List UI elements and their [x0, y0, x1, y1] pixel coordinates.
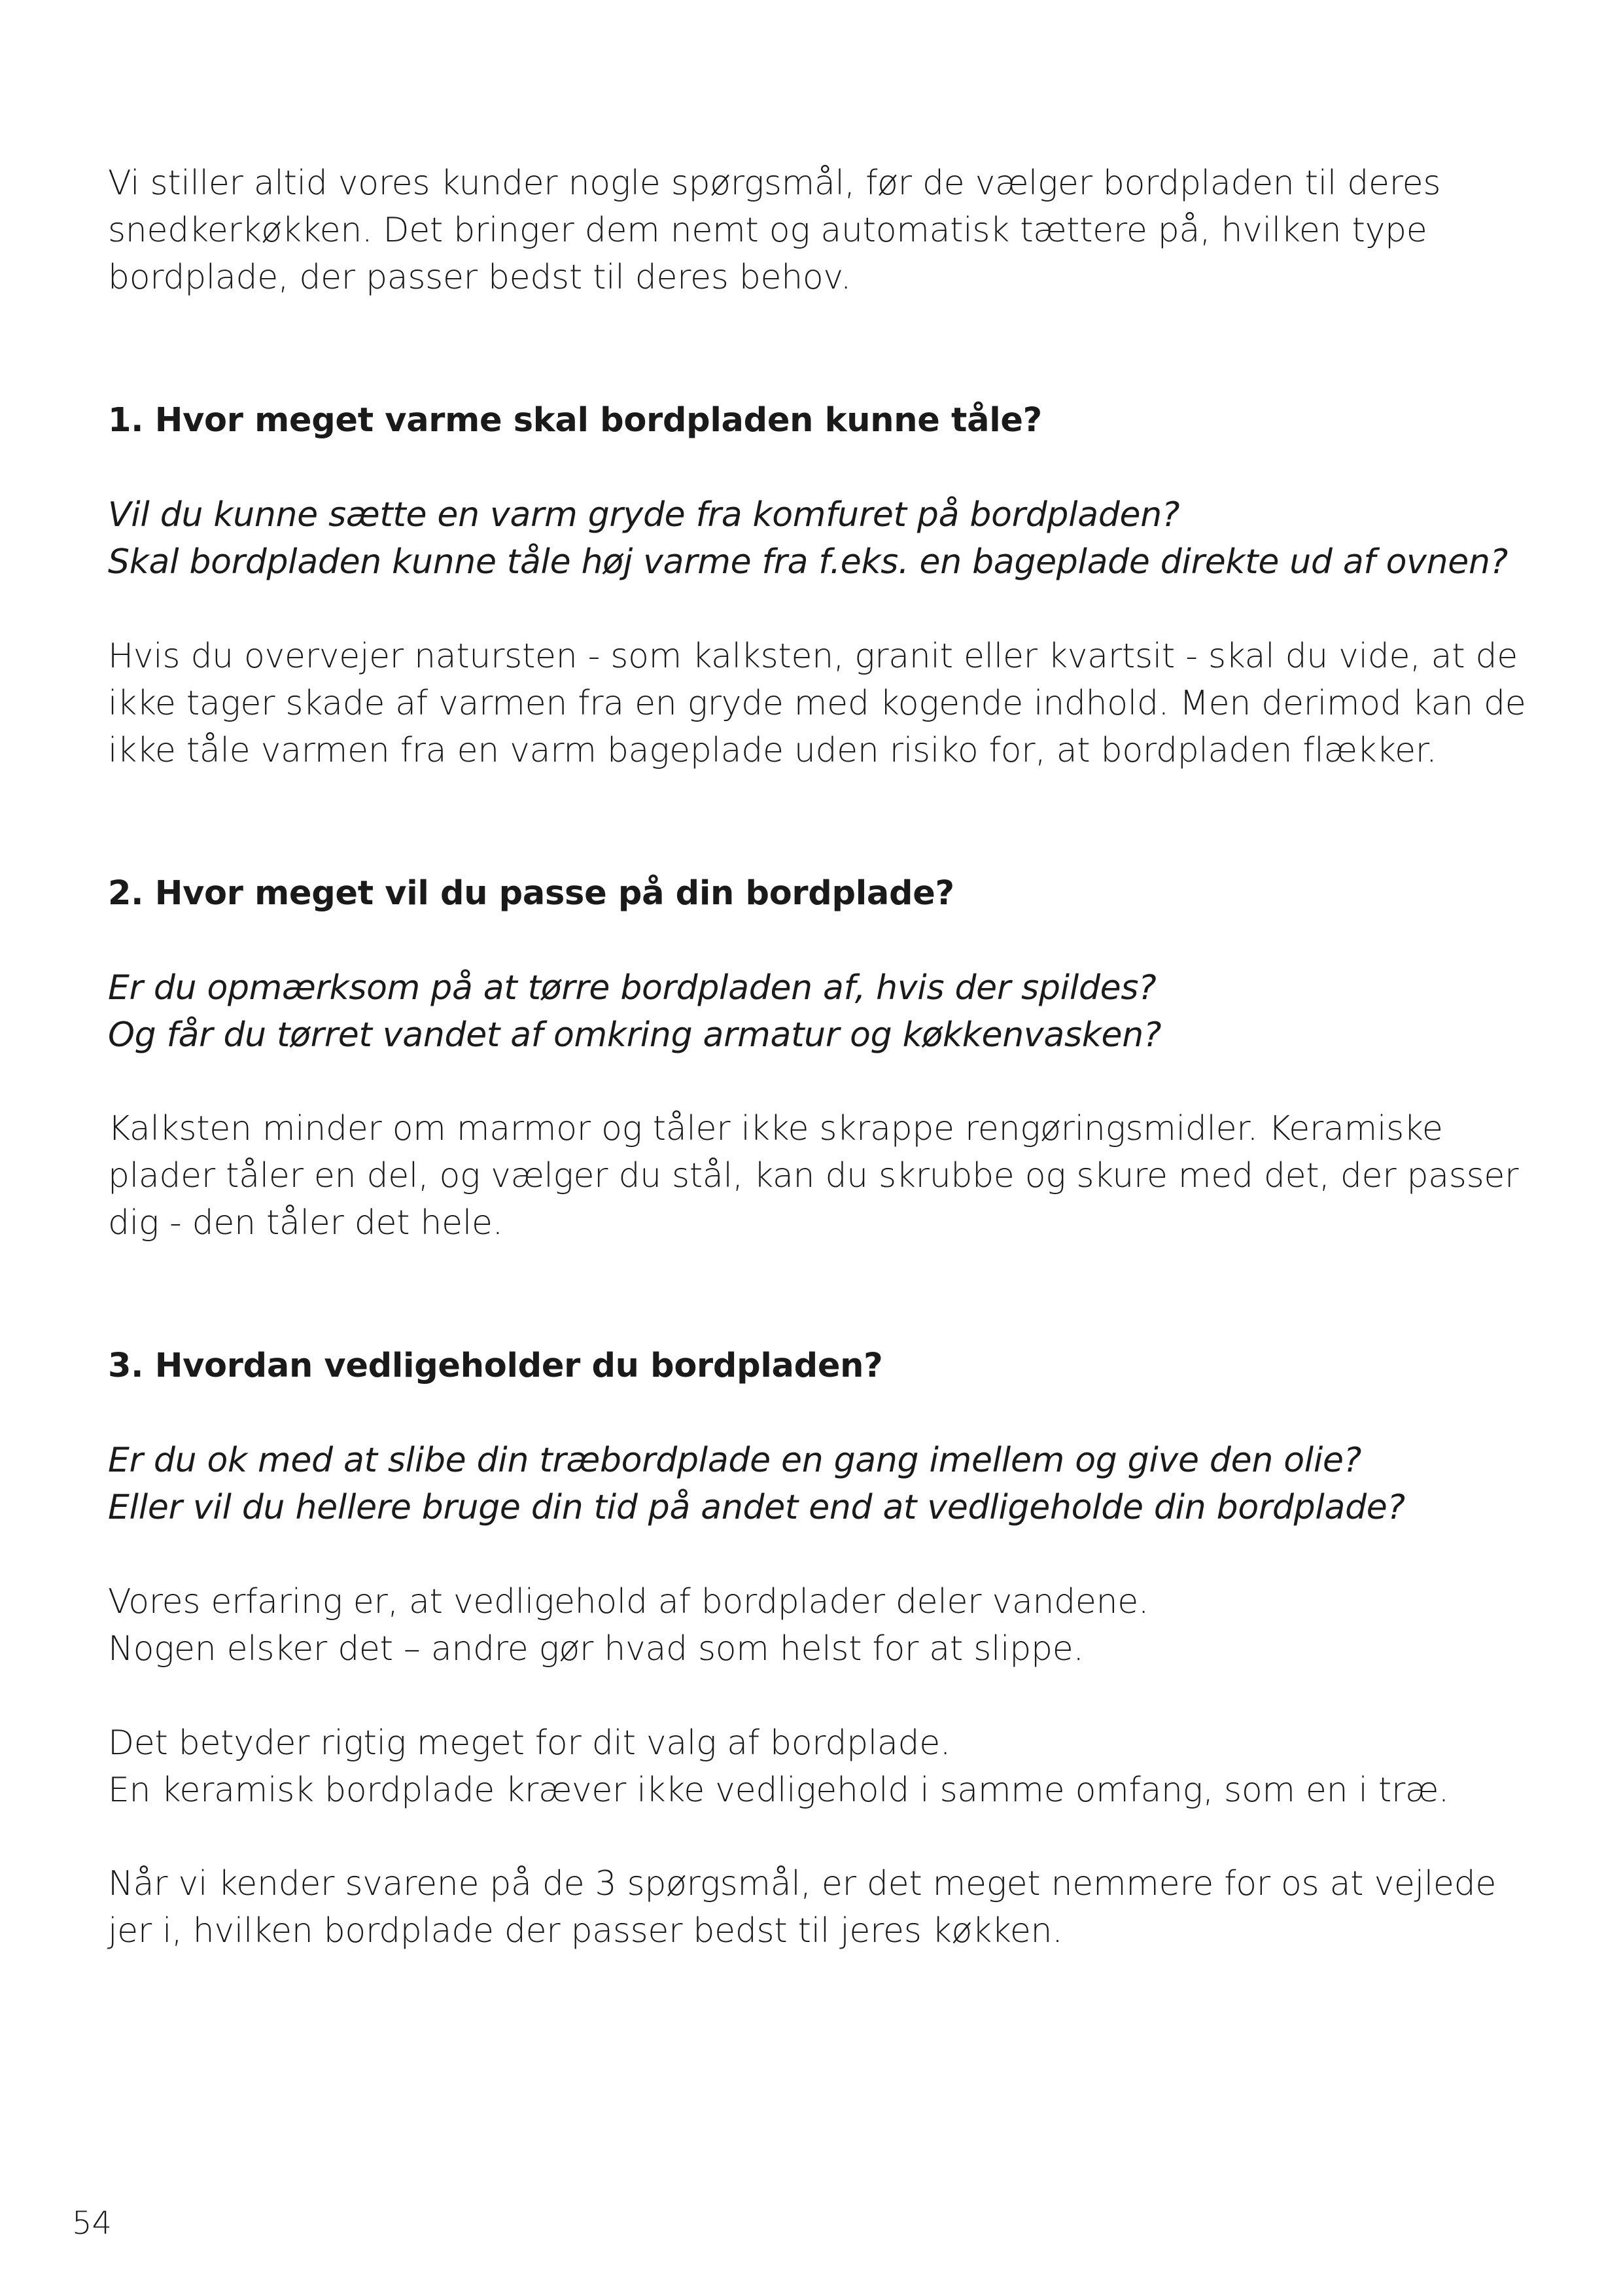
question-line: Skal bordpladen kunne tåle høj varme fra f.eks. en bageplade direkte ud af ovnen?	[108, 542, 1508, 582]
body-line: Kalksten minder om marmor og tåler ikke skrappe rengøringsmidler. Keramiske	[108, 1109, 1443, 1148]
body-line: Det betyder rigtig meget for dit valg af bordplade.	[108, 1723, 951, 1763]
body-line: Vores erfaring er, at vedligehold af bordplader deler vandene.	[108, 1582, 1149, 1621]
body-line: En keramisk bordplade kræver ikke vedligehold i samme omfang, som en i træ.	[108, 1771, 1450, 1810]
intro-line: snedkerkøkken. Det bringer dem nemt og automatisk tættere på, hvilken type	[108, 211, 1427, 250]
body-line: jer i, hvilken bordplade der passer bedst til jeres køkken.	[108, 1911, 1063, 1951]
question-line: Eller vil du hellere bruge din tid på andet end at vedligeholde din bordplade?	[108, 1488, 1405, 1527]
body-line: ikke tager skade af varmen fra en gryde med kogende indhold. Men derimod kan de	[108, 684, 1526, 723]
body-line: Hvis du overvejer natursten - som kalksten, granit eller kvartsit - skal du vide, at de	[108, 637, 1518, 676]
body-line: plader tåler en del, og vælger du stål, kan du skrubbe og skure med det, der passer	[108, 1156, 1519, 1195]
question-line: Og får du tørret vandet af omkring armatur og køkkenvasken?	[108, 1016, 1162, 1055]
body-line: ikke tåle varmen fra en varm bageplade uden risiko for, at bordpladen flækker.	[108, 731, 1437, 770]
section1-heading: 1. Hvor meget varme skal bordpladen kunne tåle?	[108, 401, 1042, 440]
intro-line: Vi stiller altid vores kunder nogle spørgsmål, før de vælger bordpladen til deres	[108, 164, 1441, 203]
page-number: 54	[72, 2205, 113, 2242]
body-line: dig - den tåler det hele.	[108, 1203, 503, 1243]
question-line: Er du ok med at slibe din træbordplade en gang imellem og give den olie?	[108, 1441, 1362, 1480]
section3-heading: 3. Hvordan vedligeholder du bordpladen?	[108, 1347, 883, 1385]
section3-questions	[108, 1437, 1547, 1531]
intro-paragraph	[108, 160, 1547, 301]
section2-body	[108, 1105, 1547, 1246]
section3-body1	[108, 1578, 1547, 1672]
question-line: Vil du kunne sætte en varm gryde fra komfuret på bordpladen?	[108, 495, 1180, 535]
section2-questions	[108, 964, 1547, 1059]
section3-body2	[108, 1720, 1547, 1814]
section2-heading: 2. Hvor meget vil du passe på din bordplade?	[108, 874, 954, 913]
section1-questions	[108, 491, 1547, 586]
body-line: Nogen elsker det – andre gør hvad som helst for at slippe.	[108, 1629, 1084, 1669]
body-line: Når vi kender svarene på de 3 spørgsmål, er det meget nemmere for os at vejlede	[108, 1864, 1497, 1903]
question-line: Er du opmærksom på at tørre bordpladen af, hvis der spildes?	[108, 968, 1157, 1008]
section3-body3	[108, 1860, 1547, 1954]
intro-line: bordplade, der passer bedst til deres behov.	[108, 258, 852, 297]
section1-body	[108, 633, 1547, 774]
